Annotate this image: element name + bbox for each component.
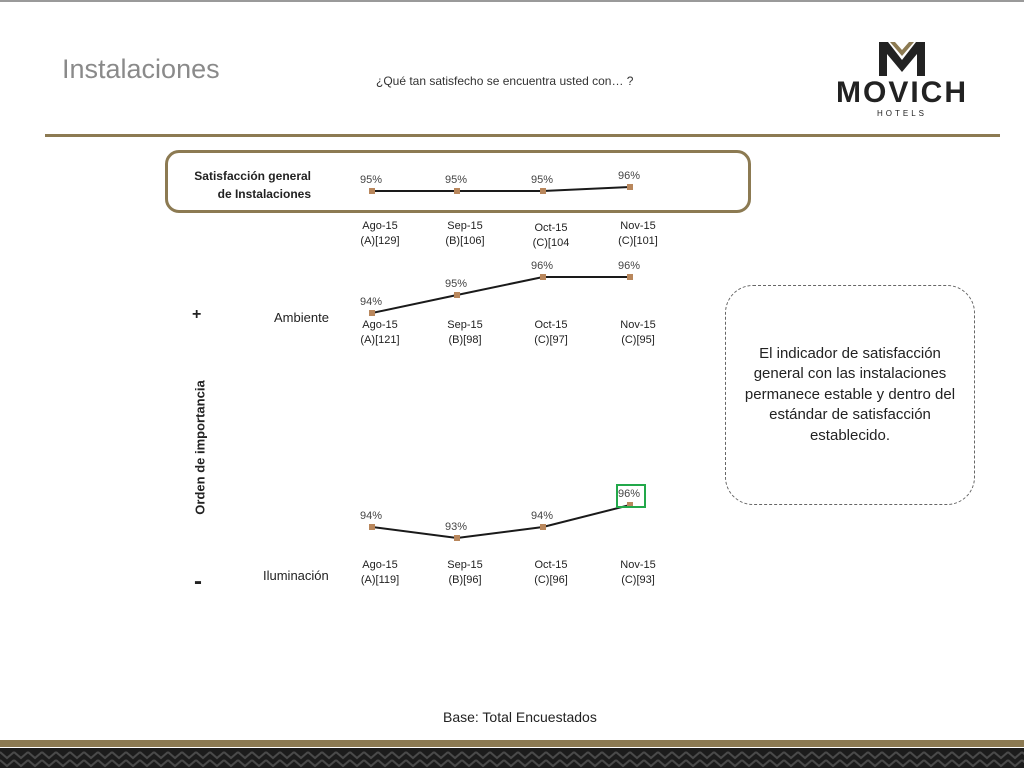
data-label-ilu-2: 94% [531,510,554,522]
logo-subtitle: HOTELS [876,109,927,118]
period-label: Ago-15 [362,559,398,571]
logo-wordmark: MOVICH [836,76,968,109]
category-label-amb-0 [340,318,420,348]
data-point-ilu-1 [454,535,460,541]
higher-importance-sign: + [192,306,202,323]
page-title: Instalaciones [62,54,220,84]
data-point-sat-3 [627,184,633,190]
base-footnote: Base: Total Encuestados [443,709,597,725]
data-point-sat-0 [369,188,375,194]
data-label-sat-3: 96% [618,170,641,182]
category-label-sat-3 [598,219,678,249]
data-label-ilu-3: 96% [618,488,641,500]
period-label: Ago-15 [362,319,398,331]
data-label-sat-1: 95% [445,174,468,186]
base-count-label: (A)[129] [360,235,400,247]
category-label-ilu-0 [340,558,420,588]
category-label-ilu-3 [598,558,678,588]
category-label-sat-2 [511,221,591,251]
base-count-label: (C)[104 [532,237,570,249]
period-label: Sep-15 [447,220,483,232]
category-label-ilu-2 [511,558,591,588]
data-label-amb-3: 96% [618,260,641,272]
survey-question: ¿Qué tan satisfecho se encuentra usted con… ? [376,74,634,88]
footer-pattern [0,748,1024,768]
period-label: Ago-15 [362,220,398,232]
row-label-ambiente: Ambiente [274,310,329,325]
data-label-ilu-0: 94% [360,510,383,522]
data-point-amb-0 [369,310,375,316]
period-label: Oct-15 [534,319,568,331]
insight-callout [725,285,975,505]
category-label-ilu-1 [425,558,505,588]
data-point-sat-1 [454,188,460,194]
data-point-sat-2 [540,188,546,194]
row-label-line-1: Satisfacción general [194,169,311,183]
base-count-label: (B)[98] [448,334,482,346]
insight-text: El indicador de satisfacción general con las instalaciones permanece estable y dentro del estándar de satisfacción establecido. [744,344,956,444]
base-count-label: (C)[96] [534,574,568,586]
period-label: Oct-15 [534,559,568,571]
base-count-label: (A)[119] [360,574,400,586]
period-label: Sep-15 [447,319,483,331]
base-count-label: (B)[106] [445,235,485,247]
base-count-label: (C)[93] [621,574,655,586]
category-label-amb-2 [511,318,591,348]
data-point-amb-3 [627,274,633,280]
footer-rule [0,740,1024,747]
data-point-amb-1 [454,292,460,298]
data-label-amb-1: 95% [445,278,468,290]
data-label-ilu-1: 93% [445,521,468,533]
row-label-line-2: de Instalaciones [217,187,311,201]
data-label-amb-2: 96% [531,260,554,272]
data-point-ilu-0 [369,524,375,530]
category-label-amb-1 [425,318,505,348]
series-line-ilu [372,505,630,538]
series-line-sat [372,187,630,191]
period-label: Nov-15 [620,559,656,571]
base-count-label: (A)[121] [360,334,400,346]
base-count-label: (C)[95] [621,334,655,346]
base-count-label: (C)[101] [618,235,658,247]
period-label: Nov-15 [620,220,656,232]
period-label: Oct-15 [534,222,568,234]
data-point-amb-2 [540,274,546,280]
data-label-sat-0: 95% [360,174,383,186]
data-point-ilu-2 [540,524,546,530]
data-label-sat-2: 95% [531,174,554,186]
series-line-amb [372,277,630,313]
category-label-sat-1 [425,219,505,249]
period-label: Sep-15 [447,559,483,571]
importance-axis-title: Orden de importancia [192,380,208,515]
period-label: Nov-15 [620,319,656,331]
category-label-sat-0 [340,219,420,249]
data-label-amb-0: 94% [360,296,383,308]
lower-importance-sign: - [194,568,202,595]
row-label-iluminacion: Iluminación [263,568,329,583]
base-count-label: (C)[97] [534,334,568,346]
category-label-amb-3 [598,318,678,348]
base-count-label: (B)[96] [448,574,482,586]
